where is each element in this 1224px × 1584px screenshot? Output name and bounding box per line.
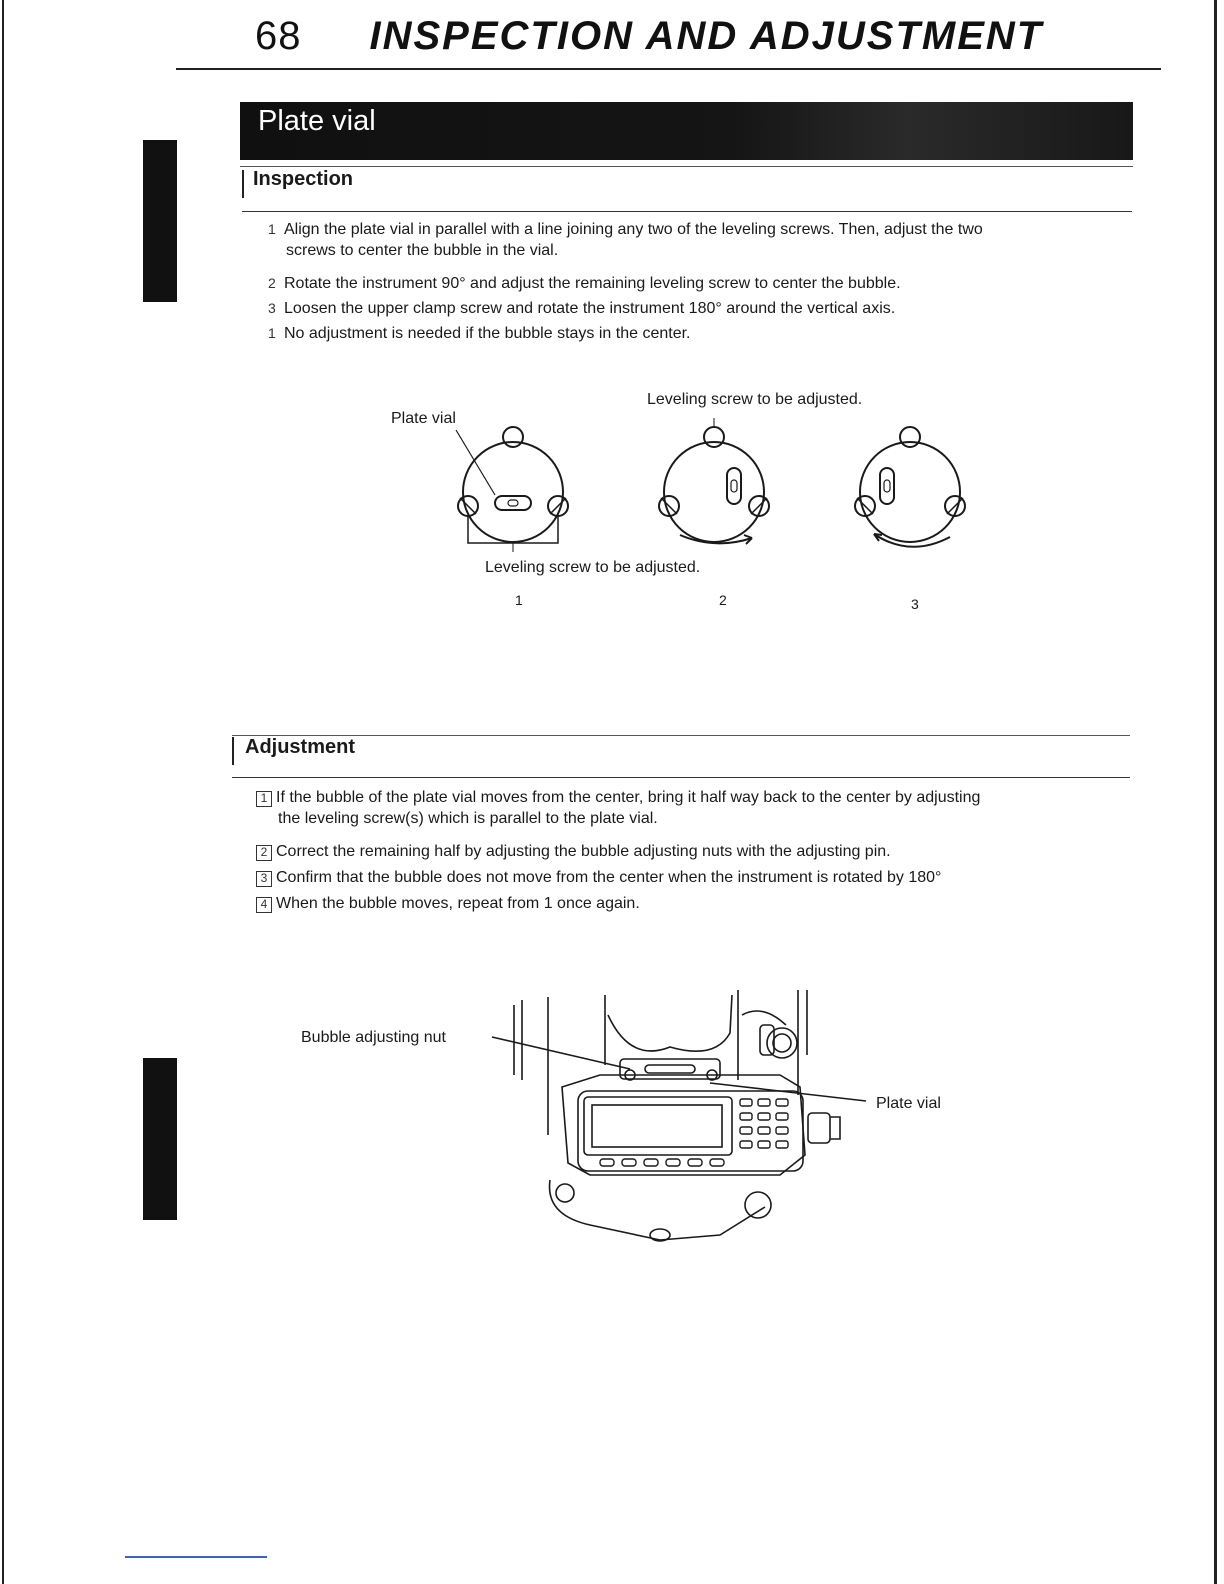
page-header — [255, 14, 1043, 59]
header-rule — [176, 68, 1161, 70]
adjustment-top-rule — [232, 735, 1130, 736]
page-title: INSPECTION AND ADJUSTMENT — [369, 14, 1044, 58]
lcd-screen — [592, 1105, 722, 1147]
plate-vial-3 — [880, 468, 894, 504]
adjustment-heading-rule — [232, 777, 1130, 778]
leveling-diagram — [380, 410, 1000, 585]
instrument-illustration — [480, 985, 880, 1255]
label-plate-vial-instrument: Plate vial — [876, 1095, 941, 1112]
page-left-edge — [2, 0, 4, 1584]
step-text: Align the plate vial in parallel with a line joining any two of the leveling screws. Then, adjust the two — [284, 221, 983, 238]
leader-bubble-nut — [492, 1037, 630, 1069]
step-text: When the bubble moves, repeat from 1 once again. — [276, 895, 640, 912]
inspection-step-1 — [268, 219, 1148, 261]
adjustment-heading: Adjustment — [245, 736, 355, 758]
step-number: 2 — [256, 845, 272, 861]
instrument-circle-3 — [860, 442, 960, 542]
step-number: 1 — [256, 791, 272, 807]
figure-number-2: 2 — [719, 592, 727, 608]
plate-vial-2 — [727, 468, 741, 504]
inspection-heading-rule — [242, 211, 1132, 212]
step-number: 4 — [256, 897, 272, 913]
bracket-1 — [468, 516, 558, 543]
adjustment-step-2 — [256, 841, 1136, 862]
tab-marker-bottom — [143, 1058, 177, 1220]
page-footer-rule — [125, 1556, 267, 1558]
figure-number-3: 3 — [911, 596, 919, 612]
leader-plate-vial — [710, 1083, 866, 1101]
page-right-edge — [1214, 0, 1217, 1584]
page-number: 68 — [255, 14, 302, 58]
banner-title: Plate vial — [258, 105, 376, 137]
leveling-screw-1a — [503, 427, 523, 447]
inspection-heading-bracket — [242, 170, 244, 198]
label-bubble-adjusting-nut: Bubble adjusting nut — [301, 1029, 446, 1046]
step-text: No adjustment is needed if the bubble stays in the center. — [284, 325, 691, 342]
step-text-continued: the leveling screw(s) which is parallel to the plate vial. — [278, 810, 658, 827]
figure-number-1: 1 — [515, 592, 523, 608]
adjustment-step-1 — [256, 787, 1136, 829]
step-text: Correct the remaining half by adjusting the bubble adjusting nuts with the adjusting pin. — [276, 843, 891, 860]
step-text-continued: screws to center the bubble in the vial. — [286, 242, 559, 259]
adjustment-heading-bracket — [232, 737, 234, 765]
step-number: 2 — [268, 275, 276, 291]
leveling-screw-2a — [704, 427, 724, 447]
inspection-step-4 — [268, 323, 1148, 344]
step-number: 3 — [256, 871, 272, 887]
inspection-heading: Inspection — [253, 168, 354, 190]
inspection-step-2 — [268, 273, 1148, 294]
instrument-circle-2 — [664, 442, 764, 542]
adjustment-step-4 — [256, 893, 1136, 914]
plate-vial-1 — [495, 496, 531, 510]
step-number: 1 — [268, 221, 276, 237]
label-leveling-screw-top: Leveling screw to be adjusted. — [647, 391, 863, 408]
label-leveling-screw-bottom: Leveling screw to be adjusted. — [485, 559, 701, 576]
step-text: If the bubble of the plate vial moves from the center, bring it half way back to the center by adjusting — [276, 789, 981, 806]
instrument-circle-1 — [463, 442, 563, 542]
step-number: 3 — [268, 300, 276, 316]
step-text: Confirm that the bubble does not move from the center when the instrument is rotated by 180° — [276, 869, 942, 886]
adjustment-step-3 — [256, 867, 1136, 888]
inspection-step-3 — [268, 298, 1148, 319]
step-number: 1 — [268, 325, 276, 341]
label-plate-vial: Plate vial — [391, 410, 456, 427]
plate-vial-leader — [456, 430, 495, 495]
step-text: Rotate the instrument 90° and adjust the remaining leveling screw to center the bubble. — [284, 275, 901, 292]
inspection-top-rule — [240, 166, 1133, 167]
tab-marker-top — [143, 140, 177, 302]
section-banner — [240, 102, 1133, 160]
leveling-screw-3a — [900, 427, 920, 447]
step-text: Loosen the upper clamp screw and rotate the instrument 180° around the vertical axis. — [284, 300, 896, 317]
